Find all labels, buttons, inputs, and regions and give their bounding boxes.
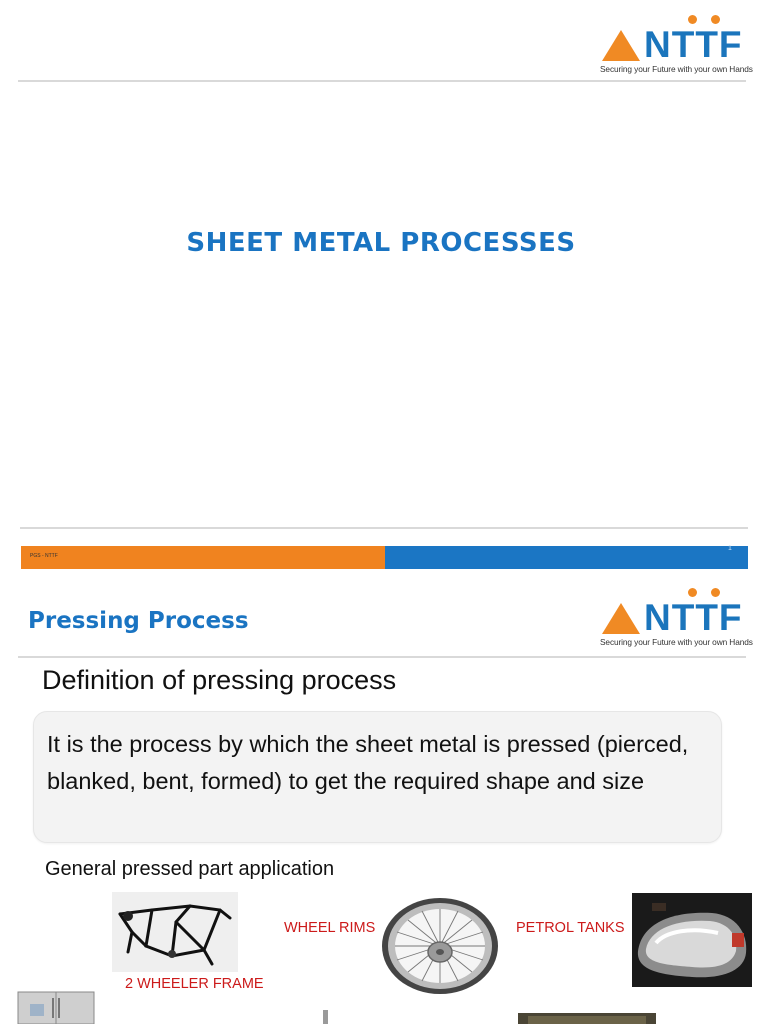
footer-bar-blue [385, 546, 748, 569]
logo-tagline: Securing your Future with your own Hands [600, 637, 753, 647]
applications-subheading: General pressed part application [45, 858, 335, 880]
logo-triangle-icon [602, 603, 640, 634]
nttf-logo [600, 587, 760, 651]
part-photo [318, 1008, 334, 1024]
logo-triangle-icon [602, 30, 640, 61]
petrol-tanks-label: PETROL TANKS [516, 920, 625, 936]
petrol-tank-photo [632, 893, 752, 987]
header-divider [18, 80, 746, 82]
header-divider [18, 656, 746, 658]
part-photo-2 [518, 1012, 656, 1024]
page-number: 1 [728, 545, 732, 552]
refrigerator-photo [16, 988, 96, 1024]
wheel-rim-photo [378, 894, 506, 998]
footer-bar-orange [21, 546, 385, 569]
footer-label: PGS - NTTF [30, 553, 58, 559]
definition-text: It is the process by which the sheet metal is pressed (pierced, blanked, bent, formed) to get the required shape and size [47, 731, 689, 794]
definition-title: Definition of pressing process [42, 665, 397, 695]
logo-dot-icon [711, 588, 720, 597]
logo-dot-icon [688, 15, 697, 24]
section-title: Pressing Process [28, 608, 249, 634]
logo-wordmark: NTTF [644, 24, 743, 65]
logo-dot-icon [688, 588, 697, 597]
logo-dot-icon [711, 15, 720, 24]
footer-divider [20, 527, 748, 529]
definition-box [33, 711, 722, 843]
frame-label: 2 WHEELER FRAME [125, 976, 264, 992]
frame-photo [112, 892, 238, 972]
slide-title: SHEET METAL PROCESSES [186, 228, 576, 258]
wheel-rims-label: WHEEL RIMS [284, 920, 376, 936]
nttf-logo [600, 14, 760, 78]
logo-wordmark: NTTF [644, 597, 743, 638]
logo-tagline: Securing your Future with your own Hands [600, 64, 753, 74]
